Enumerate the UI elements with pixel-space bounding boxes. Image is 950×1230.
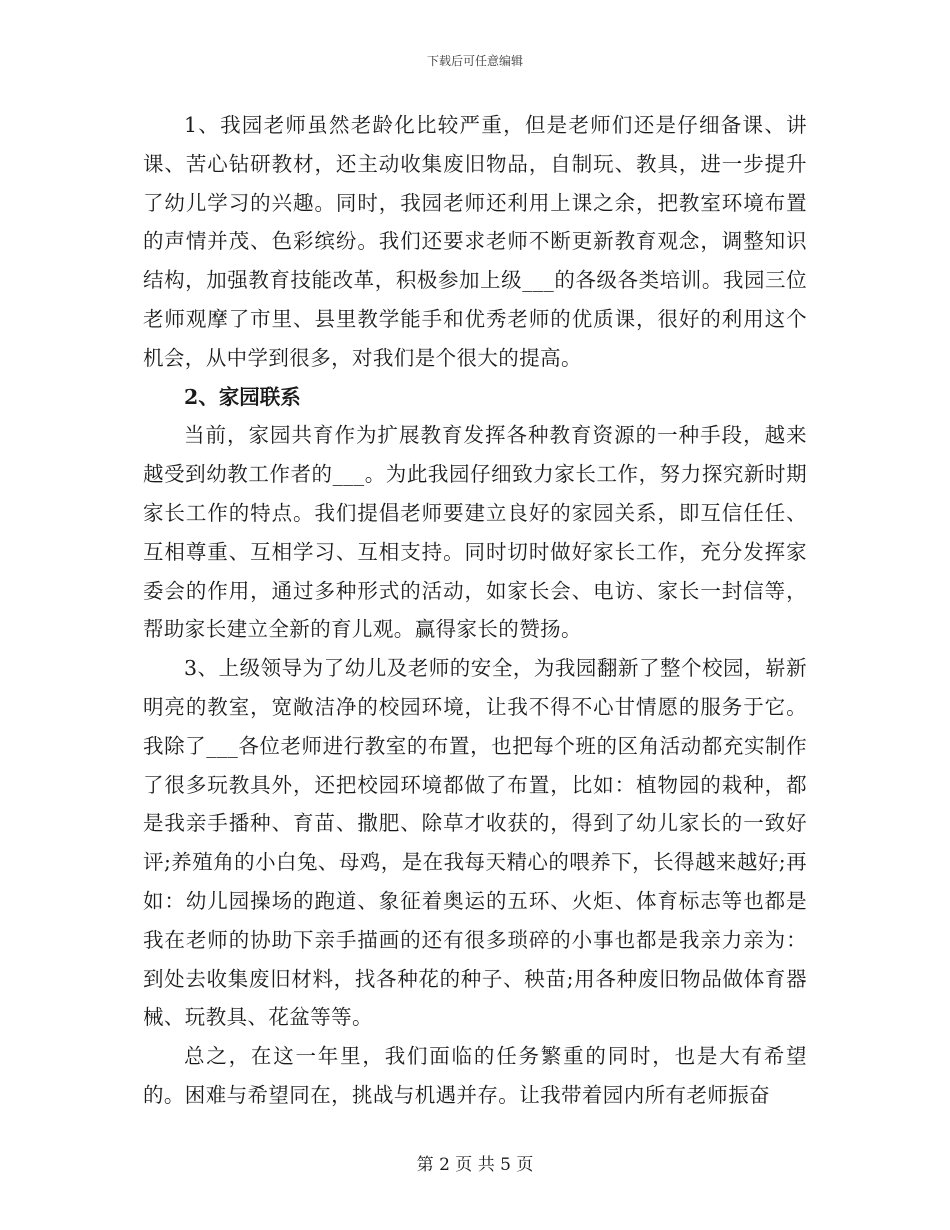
page-header: 下载后可任意编辑 <box>426 54 523 68</box>
paragraph-summary: 总之，在这一年里，我们面临的任务繁重的同时，也是大有希望的。困难与希望同在，挑战与机遇并存。让我带着园内所有老师振奋 <box>143 1044 807 1107</box>
section-heading-home-school: 2、家园联系 <box>184 384 301 409</box>
document-body <box>143 106 807 1115</box>
paragraph-campus: 3、上级领导为了幼儿及老师的安全，为我园翻新了整个校园，崭新明亮的教室，宽敞洁净的校园环境，让我不得不心甘情愿的服务于它。我除了___各位老师进行教室的布置，也把每个班的区角活动都充实制作了很多玩教具外，还把校园环境都做了布置，比如：植物园的栽种，都是我亲手播种、育苗、撒肥、除草才收获的，得到了幼儿家长的一致好评;养殖角的小白兔、母鸡，是在我每天精心的喂养下，长得越来越好;再如：幼儿园操场的跑道、象征着奥运的五环、火炬、体育标志等也都是我在老师的协助下亲手描画的还有很多琐碎的小事也都是我亲力亲为：到处去收集废旧材料，找各种花的种子、秧苗;用各种废旧物品做体育器械、玩教具、花盆等等。 <box>143 656 807 1030</box>
page-number: 第 2 页 共 5 页 <box>416 1155 534 1175</box>
paragraph-teachers: 1、我园老师虽然老龄化比较严重，但是老师们还是仔细备课、讲课、苦心钻研教材，还主动收集废旧物品，自制玩、教具，进一步提升了幼儿学习的兴趣。同时，我园老师还利用上课之余，把教室环境布置的声情并茂、色彩缤纷。我们还要求老师不断更新教育观念，调整知识结构，加强教育技能改革，积极参加上级___的各级各类培训。我园三位老师观摩了市里、县里教学能手和优秀老师的优质课，很好的利用这个机会，从中学到很多，对我们是个很大的提高。 <box>143 113 807 370</box>
paragraph-home-school: 当前，家园共育作为扩展教育发挥各种教育资源的一种手段，越来越受到幼教工作者的___。为此我园仔细致力家长工作，努力探究新时期家长工作的特点。我们提倡老师要建立良好的家园关系，即互信任任、互相尊重、互相学习、互相支持。同时切时做好家长工作，充分发挥家委会的作用，通过多种形式的活动，如家长会、电访、家长一封信等，帮助家长建立全新的育儿观。赢得家长的赞扬。 <box>143 423 807 642</box>
